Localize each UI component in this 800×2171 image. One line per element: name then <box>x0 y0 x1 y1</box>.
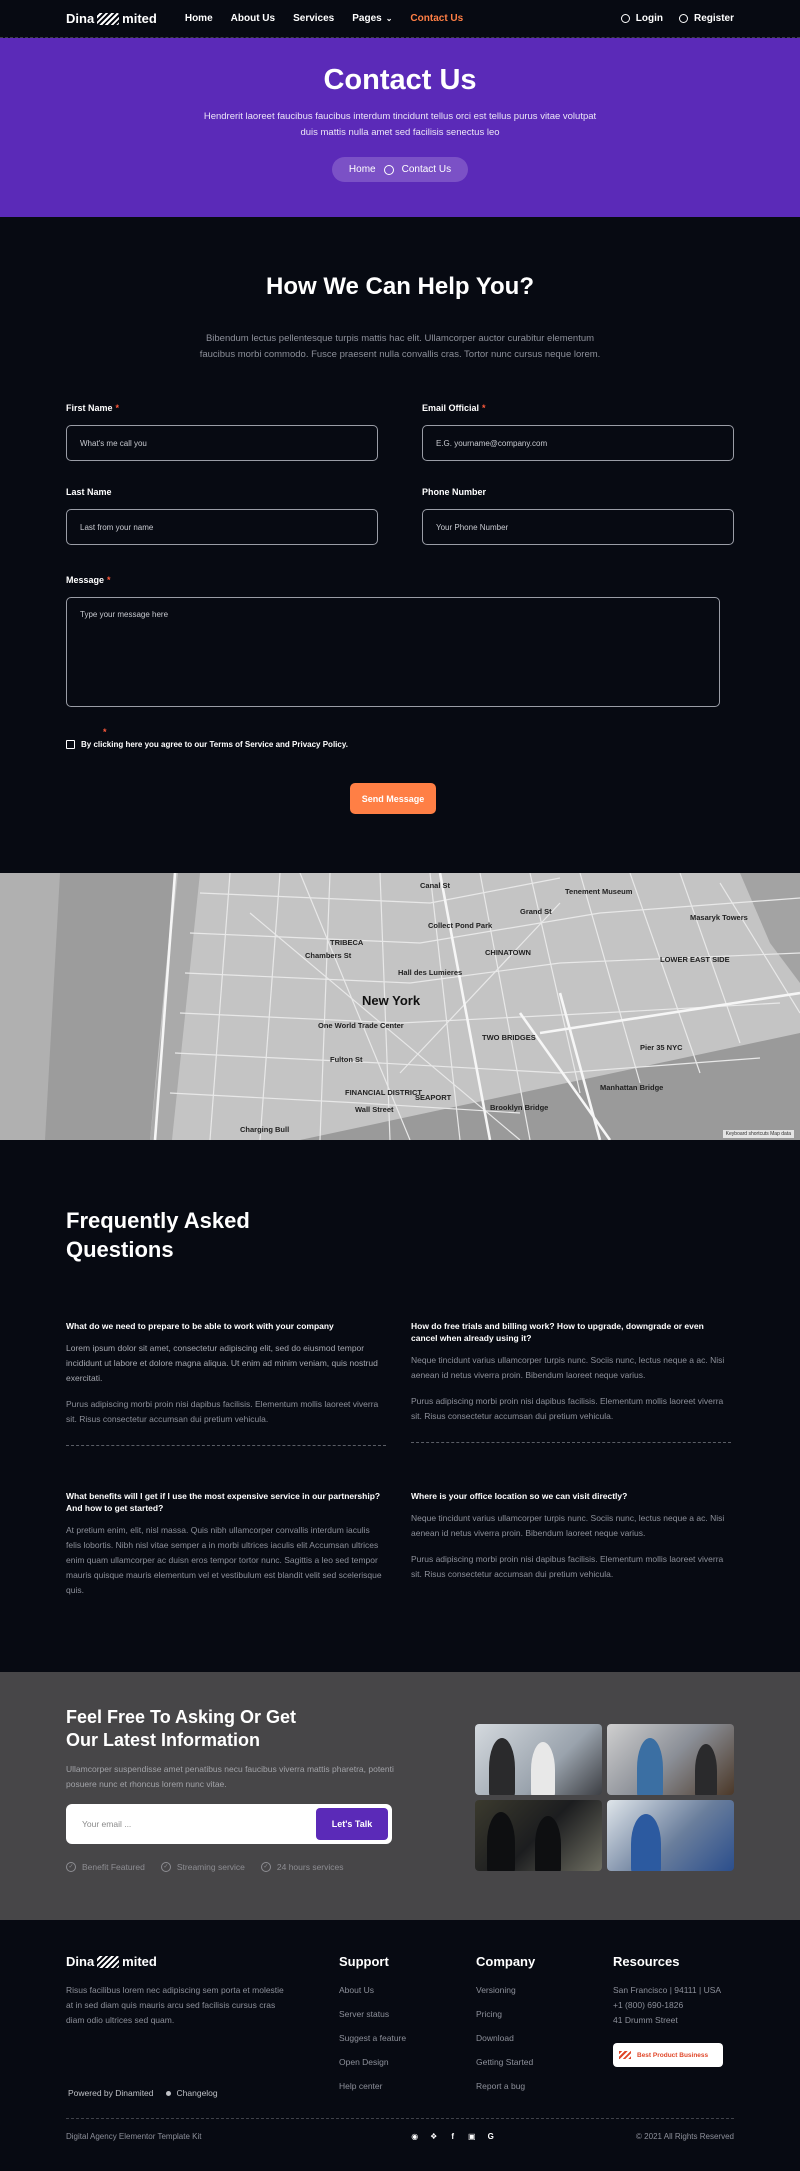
feature-label: Benefit Featured <box>82 1862 145 1872</box>
map-label-brooklyn-bridge: Brooklyn Bridge <box>490 1103 549 1112</box>
logo-mark-icon <box>97 1956 119 1968</box>
contact-form-section <box>0 217 800 835</box>
map-label-masaryk-towers: Masaryk Towers <box>690 913 748 922</box>
map-label-fulton-st: Fulton St <box>330 1055 363 1064</box>
phone-group <box>422 487 734 545</box>
footer-about <box>66 1954 286 2028</box>
footer-link[interactable]: Download <box>476 2033 514 2043</box>
required-mark: * <box>107 575 111 585</box>
email-input[interactable]: E.G. yourname@company.com <box>422 425 734 461</box>
nav-pages[interactable] <box>352 13 392 24</box>
copyright-text: © 2021 All Rights Reserved <box>636 2132 734 2141</box>
footer-support-title: Support <box>339 1954 389 1969</box>
logo-text-right: mited <box>122 11 157 26</box>
footer-link[interactable]: Report a bug <box>476 2081 526 2091</box>
check-circle-icon: ✓ <box>161 1862 171 1872</box>
email-group <box>422 403 734 461</box>
faq-section <box>0 1140 800 1672</box>
footer-address: San Francisco | 94111 | USA <box>613 1985 722 1995</box>
logo-mark-icon <box>97 13 119 25</box>
last-name-input[interactable]: Last from your name <box>66 509 378 545</box>
logo[interactable] <box>66 11 157 26</box>
required-mark: * <box>115 403 120 413</box>
newsletter-text: Ullamcorper suspendisse amet penatibus necu faucibus viverra mattis pharetra, potenti posuere nunc et rhoncus lorem nunc vitae. <box>66 1764 394 1789</box>
footer-link[interactable]: Help center <box>339 2081 383 2091</box>
faq-item <box>66 1320 386 1446</box>
footer-company <box>476 1954 535 2105</box>
team-photo-grid <box>475 1724 734 1871</box>
map-label-pier-35: Pier 35 NYC <box>640 1043 683 1052</box>
phone-label: Phone Number <box>422 487 487 497</box>
message-textarea[interactable]: Type your message here <box>66 597 720 707</box>
faq-answer: Purus adipiscing morbi proin nisi dapibus facilisis. Elementum mollis laoreet viverra sit. Risus consectetur accumsan dui pretium vehicula. <box>411 1554 724 1579</box>
required-mark: * <box>482 403 486 413</box>
register-label: Register <box>693 13 734 24</box>
person-figure <box>631 1814 661 1871</box>
footer-phone[interactable]: +1 (800) 690-1826 <box>613 2000 684 2010</box>
dribbble-icon[interactable]: ◉ <box>411 2132 419 2141</box>
faq-title: Frequently Asked Questions <box>66 1208 250 1262</box>
footer-street: 41 Drumm Street <box>613 2015 678 2025</box>
map-label-canal-st: Canal St <box>420 881 451 890</box>
social-links <box>342 2132 495 2141</box>
map-label-manhattan-bridge: Manhattan Bridge <box>600 1083 664 1092</box>
map-attribution[interactable]: Keyboard shortcuts Map data <box>723 1130 794 1138</box>
team-photo <box>607 1724 734 1795</box>
email-label <box>422 403 734 413</box>
phone-input[interactable]: Your Phone Number <box>422 509 734 545</box>
map-label-seaport: SEAPORT <box>415 1093 452 1102</box>
site-footer <box>0 1920 800 2168</box>
person-figure <box>535 1816 561 1871</box>
map-label-one-world-trade: One World Trade Center <box>318 1021 404 1030</box>
feature-label: Streaming service <box>176 1862 245 1872</box>
footer-logo[interactable] <box>66 1954 286 1969</box>
footer-about-text: Risus facilibus lorem nec adipiscing sem porta et molestie at in sed diam quis mauris arcu sed facilisis cursus cras diam odio ultrices sed quam. <box>66 1985 284 2025</box>
instagram-icon[interactable]: ▣ <box>467 2132 476 2141</box>
help-title: How We Can Help You? <box>265 273 535 300</box>
map-label-chinatown: CHINATOWN <box>485 948 531 957</box>
changelog-link[interactable] <box>166 2088 218 2098</box>
powered-by-row <box>68 2088 218 2098</box>
location-map[interactable] <box>0 873 800 1140</box>
footer-support <box>339 1954 406 2105</box>
contact-form <box>66 403 734 835</box>
breadcrumb-current: Contact Us <box>401 164 452 175</box>
map-label-collect-pond: Collect Pond Park <box>428 921 493 930</box>
person-figure <box>487 1812 515 1871</box>
faq-question[interactable]: What benefits will I get if I use the most expensive service in our partnership? And how to get started? <box>66 1491 381 1513</box>
feature-label: 24 hours services <box>276 1862 344 1872</box>
faq-question[interactable]: What do we need to prepare to be able to work with your company <box>66 1321 334 1331</box>
hero-text: Hendrerit laoreet faucibus faucibus interdum tincidunt tellus orci est tellus purus vitae volutpat duis mattis nulla amet sed facilisis senectus leo <box>203 111 597 138</box>
dot-icon <box>166 2091 171 2096</box>
footer-bottom-bar <box>66 2132 734 2141</box>
faq-item <box>66 1490 386 1609</box>
email-label-text: Email Official <box>422 403 480 413</box>
map-label-grand-st: Grand St <box>520 907 552 916</box>
message-label <box>66 575 720 585</box>
lets-talk-button[interactable]: Let's Talk <box>316 1808 388 1840</box>
footer-link[interactable]: Getting Started <box>476 2057 534 2067</box>
faq-answer: Purus adipiscing morbi proin nisi dapibus facilisis. Elementum mollis laoreet viverra sit. Risus consectetur accumsan dui pretium vehicula. <box>66 1399 379 1424</box>
changelog-label: Changelog <box>176 2088 218 2098</box>
top-navbar <box>0 0 800 38</box>
footer-link[interactable]: Open Design <box>339 2057 389 2067</box>
map-label-tribeca: TRIBECA <box>330 938 364 947</box>
breadcrumb-home[interactable]: Home <box>348 164 376 175</box>
login-link[interactable] <box>621 13 663 24</box>
facebook-icon[interactable]: f <box>451 2132 455 2141</box>
map-label-city: New York <box>362 993 421 1008</box>
logo-text-left: Dina <box>66 11 95 26</box>
terms-checkbox[interactable] <box>66 740 75 749</box>
footer-company-title: Company <box>476 1954 536 1969</box>
map-label-two-bridges: TWO BRIDGES <box>482 1033 536 1042</box>
person-figure <box>531 1742 555 1795</box>
team-photo <box>475 1800 602 1871</box>
first-name-label <box>66 403 378 413</box>
register-link[interactable] <box>679 13 734 24</box>
terms-checkbox-row <box>66 727 348 749</box>
faq-question[interactable]: How do free trials and billing work? How to upgrade, downgrade or even cancel when already using it? <box>411 1321 704 1343</box>
footer-logo-text-left: Dina <box>66 1954 95 1969</box>
person-figure <box>637 1738 663 1795</box>
nav-home[interactable]: Home <box>184 13 213 24</box>
footer-resources-title: Resources <box>613 1954 680 1969</box>
map-label-wall-street: Wall Street <box>355 1105 394 1114</box>
nav-contact[interactable]: Contact Us <box>410 13 464 24</box>
last-name-label: Last Name <box>66 487 112 497</box>
feature-item <box>66 1862 145 1872</box>
template-kit-text: Digital Agency Elementor Template Kit <box>66 2132 202 2141</box>
nav-services[interactable]: Services <box>293 13 335 24</box>
first-name-group <box>66 403 378 461</box>
required-mark: * <box>103 727 107 737</box>
chevron-down-icon: ⌄ <box>385 14 393 23</box>
message-label-text: Message <box>66 575 105 585</box>
faq-answer: Lorem ipsum dolor sit amet, consectetur adipiscing elit, sed do eiusmod tempor incididunt ut labore et dolore magna aliqua. Ut enim ad minim veniam, quis nostrud exercitati. <box>66 1343 378 1383</box>
map-label-lower-east-side: LOWER EAST SIDE <box>660 955 730 964</box>
faq-answer: Neque tincidunt varius ullamcorper turpis nunc. Sociis nunc, lectus neque a ac. Nisi aenean id netus viverra proin. Bibendum laoreet neque varius. <box>411 1513 725 1538</box>
map-label-charging-bull: Charging Bull <box>240 1125 290 1134</box>
faq-item <box>411 1320 731 1443</box>
faq-item <box>411 1490 731 1593</box>
terms-label: By clicking here you agree to our Terms of Service and Privacy Policy. <box>81 740 348 749</box>
feature-item <box>261 1862 344 1872</box>
person-figure <box>695 1744 717 1795</box>
footer-divider <box>66 2118 734 2119</box>
newsletter-form <box>66 1804 392 1844</box>
faq-divider <box>411 1442 731 1443</box>
best-product-badge[interactable] <box>613 2043 723 2067</box>
faq-answer: Neque tincidunt varius ullamcorper turpis nunc. Sociis nunc, lectus neque a ac. Nisi aenean id netus viverra proin. Bibendum laoreet neque varius. <box>411 1355 725 1380</box>
badge-logo-icon <box>619 2051 631 2059</box>
register-icon <box>679 14 688 23</box>
powered-by-link[interactable]: Powered by Dinamited <box>68 2088 154 2098</box>
newsletter-section <box>0 1672 800 1920</box>
person-figure <box>489 1738 515 1795</box>
first-name-input[interactable]: What's me call you <box>66 425 378 461</box>
newsletter-email-input[interactable]: Your email ... <box>82 1819 132 1829</box>
footer-logo-text-right: mited <box>122 1954 157 1969</box>
newsletter-title: Feel Free To Asking Or Get Our Latest Information <box>66 1707 297 1750</box>
breadcrumb <box>332 157 468 182</box>
breadcrumb-separator-icon <box>384 165 394 175</box>
help-text: Bibendum lectus pellentesque turpis mattis hac elit. Ullamcorper auctor curabitur elementum faucibus morbi commodo. Fusce praesent nulla convallis cras. Tortor nunc cursus neque lorem. <box>199 333 601 360</box>
first-name-label-text: First Name <box>66 403 113 413</box>
feature-item <box>161 1862 245 1872</box>
nav-pages-label: Pages <box>352 13 382 24</box>
page-title: Contact Us <box>323 64 477 96</box>
hero-banner <box>0 38 800 217</box>
faq-question[interactable]: Where is your office location so we can visit directly? <box>411 1491 628 1501</box>
footer-link[interactable]: Pricing <box>476 2009 502 2019</box>
footer-link[interactable]: Suggest a feature <box>339 2033 407 2043</box>
team-photo <box>475 1724 602 1795</box>
team-photo <box>607 1800 734 1871</box>
login-label: Login <box>635 13 663 24</box>
map-label-tenement-museum: Tenement Museum <box>565 887 633 896</box>
faq-answer: Purus adipiscing morbi proin nisi dapibus facilisis. Elementum mollis laoreet viverra sit. Risus consectetur accumsan dui pretium vehicula. <box>411 1396 724 1421</box>
google-icon[interactable]: G <box>487 2132 494 2141</box>
faq-divider <box>66 1445 386 1446</box>
badge-label: Best Product Business <box>637 2051 709 2059</box>
last-name-group <box>66 487 378 545</box>
footer-link[interactable]: About Us <box>339 1985 374 1995</box>
auth-links <box>621 13 734 24</box>
message-group <box>66 575 720 707</box>
check-circle-icon: ✓ <box>66 1862 76 1872</box>
footer-resources <box>613 1954 723 2081</box>
footer-link[interactable]: Server status <box>339 2009 390 2019</box>
nav-about[interactable]: About Us <box>230 13 276 24</box>
send-message-button[interactable]: Send Message <box>350 783 436 814</box>
map-label-chambers-st: Chambers St <box>305 951 352 960</box>
map-label-financial-district: FINANCIAL DISTRICT <box>345 1088 422 1097</box>
check-circle-icon: ✓ <box>261 1862 271 1872</box>
nav-links <box>185 13 463 24</box>
user-icon <box>621 14 630 23</box>
map-label-hall-des-lumieres: Hall des Lumieres <box>398 968 463 977</box>
faq-answer: At pretium enim, elit, nisl massa. Quis nibh ullamcorper convallis interdum iaculis felis lobortis. Nibh nisl vitae semper a in morbi ultrices iaculis elit Accumsan ultrices enim quam ullamcorper ac duisn eros tempor tortor nunc. Sagittis a leo sed tempor mauris quisque mauris elementum vel et vestibulum est blandit velit sed scelerisque quis. <box>66 1525 382 1595</box>
footer-link[interactable]: Versioning <box>476 1985 516 1995</box>
behance-icon[interactable]: ❖ <box>430 2132 438 2141</box>
